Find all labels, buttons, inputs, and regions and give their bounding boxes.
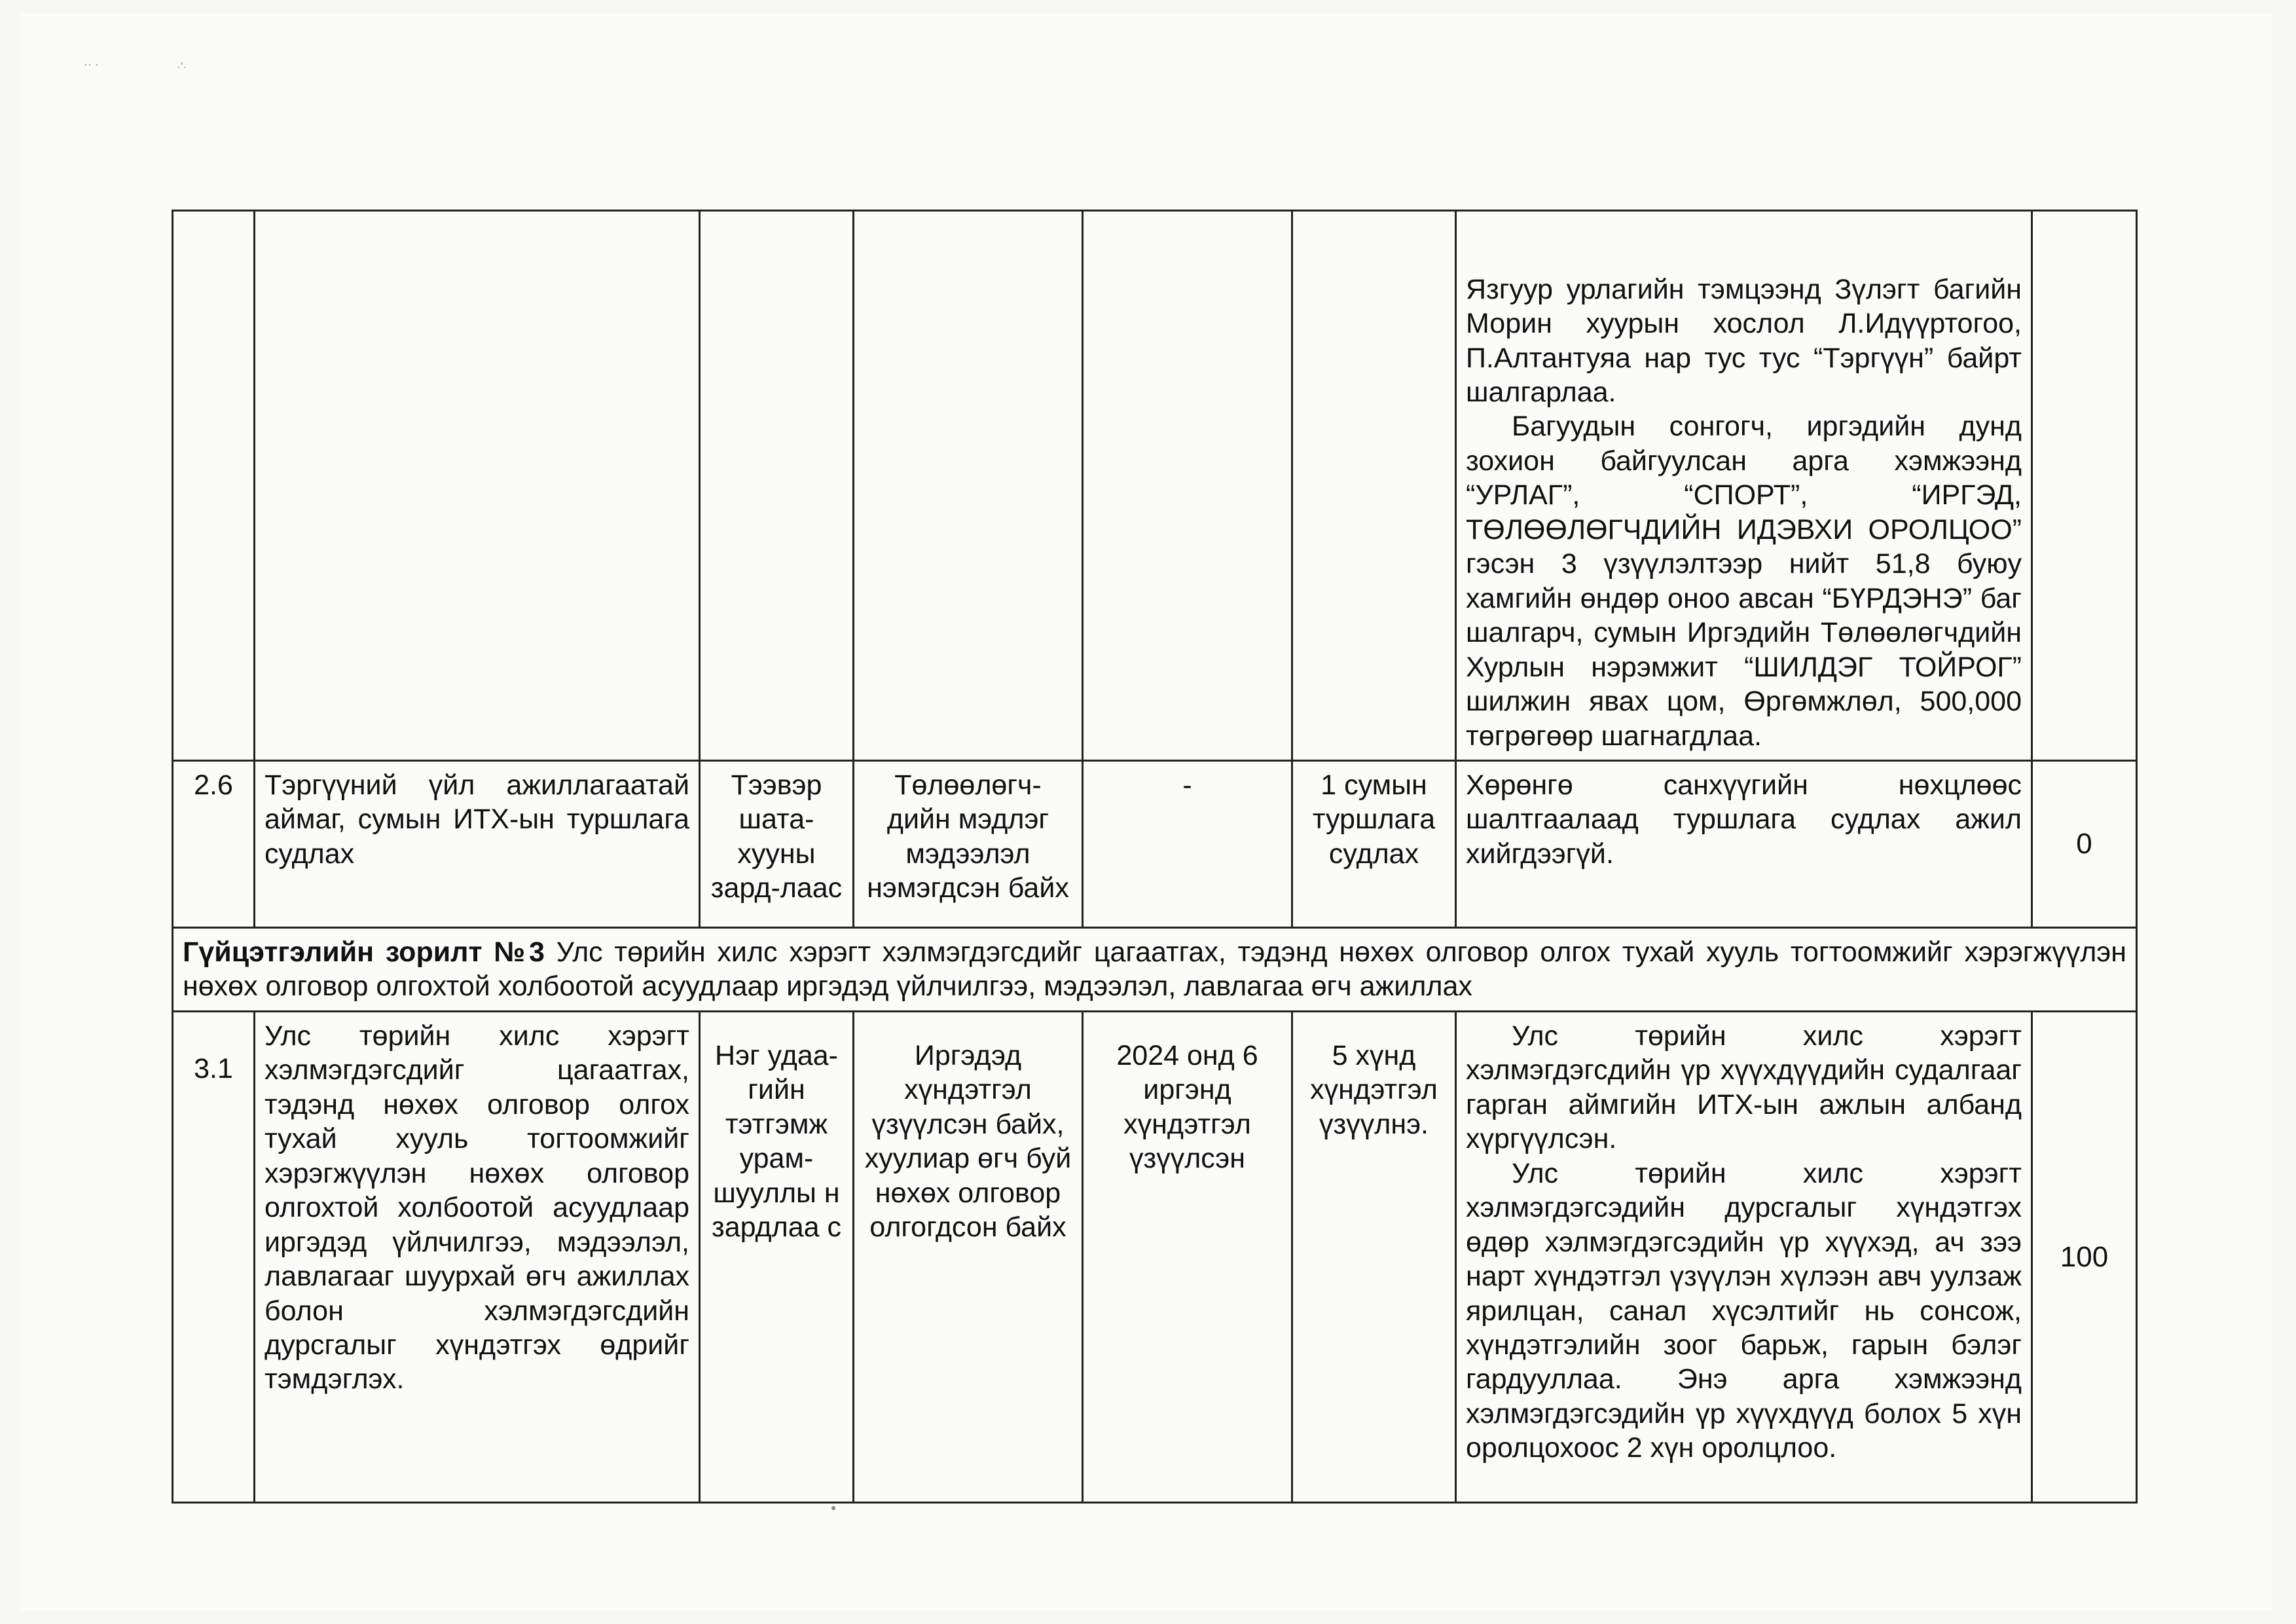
outcome-text: Төлөөлөгч-дийн мэдлэг мэдээлэл нэмэгдсэн байх bbox=[854, 761, 1083, 928]
cell-result bbox=[1456, 1011, 2032, 1502]
row-number: 2.6 bbox=[173, 761, 255, 928]
table-row-continuation bbox=[173, 211, 2137, 761]
target-text: 5 хүнд хүндэтгэл үзүүлнэ. bbox=[1292, 1011, 1456, 1502]
baseline-text: 2024 онд 6 иргэнд хүндэтгэл үзүүлсэн bbox=[1083, 1011, 1292, 1502]
cell-outcome bbox=[854, 211, 1083, 761]
target-text: 1 сумын туршлага судлах bbox=[1292, 761, 1456, 928]
funding-text: Тээвэр шата-хууны зард-лаас bbox=[700, 761, 854, 928]
funding-text: Нэг удаа-гийн тэтгэмж урам-шууллы н зардлаа с bbox=[700, 1011, 854, 1502]
result-text: Хөрөнгө санхүүгийн нөхцлөөс шалтгаалаад туршлага судлах ажил хийгдээгүй. bbox=[1456, 761, 2032, 928]
cell-funding bbox=[700, 211, 854, 761]
cell-score bbox=[2032, 211, 2137, 761]
score-value: 100 bbox=[2032, 1011, 2137, 1502]
cell-baseline bbox=[1083, 211, 1292, 761]
result-paragraph: Улс төрийн хилс хэрэгт хэлмэгдэгсэдийн дурсгалыг хүндэтгэх өдөр хэлмэгдэгсэдийн үр хүүхэд, ач зээ нарт хүндэтгэл үзүүлэн хүлээн авч уулзаж ярилцан, санал хүсэлтийг нь сонсож, хүндэтгэлийн зоог барьж, гарын бэлэг гардууллаа. Энэ арга хэмжээнд хэлмэгдэгсэдийн үр хүүхдүүд болох 5 хүн оролцохоос 2 хүн оролцлоо. bbox=[1466, 1157, 2022, 1464]
result-paragraph: Улс төрийн хилс хэрэгт хэлмэгдэгсдийн үр хүүхдүүдийн судалгааг гарган аймгийн ИТХ-ын ажлын албанд хүргүүлсэн. bbox=[1466, 1020, 2022, 1155]
report-table bbox=[172, 210, 2138, 1504]
activity-text: Тэргүүний үйл ажиллагаатай аймаг, сумын ИТХ-ын туршлага судлах bbox=[255, 761, 700, 928]
scan-speck: ·'· bbox=[177, 60, 187, 73]
result-paragraph: Багуудын сонгогч, иргэдийн дунд зохион байгуулсан арга хэмжээнд “УРЛАГ”, “СПОРТ”, “ИРГЭД, ТӨЛӨӨЛӨГЧДИЙН ИДЭВХИ ОРОЛЦОО” гэсэн 3 үзүүлэлтээр нийт 51,8 буюу хамгийн өндөр оноо авсан “БҮРДЭНЭ” баг шалгарч, сумын Иргэдийн Төлөөлөгчдийн Хурлын нэрэмжит “ШИЛДЭГ ТОЙРОГ” шилжин явах цом, Өргөмжлөл, 500,000 төгрөгөөр шагнагдлаа. bbox=[1466, 411, 2022, 752]
goal-title: Гүйцэтгэлийн зорилт №3 bbox=[183, 936, 545, 968]
goal-header-row bbox=[173, 928, 2137, 1012]
score-value: 0 bbox=[2032, 761, 2137, 928]
cell-num bbox=[173, 211, 255, 761]
scan-speck bbox=[831, 1506, 835, 1510]
goal-description: Улс төрийн хилс хэрэгт хэлмэгдэгсдийг цагаатгах, тэдэнд нөхөх олговор олгох тухай хууль тогтоомжийг хэрэгжүүлэн нөхөх олговор олгохтой холбоотой асуудлаар иргэдэд үйлчилгээ, мэдээлэл, лавлагаа өгч ажиллах bbox=[183, 936, 2126, 1003]
cell-target bbox=[1292, 211, 1456, 761]
table-row-2-6 bbox=[173, 761, 2137, 928]
activity-text: Улс төрийн хилс хэрэгт хэлмэгдэгсдийг цагаатгах, тэдэнд нөхөх олговор олгох тухай хууль тогтоомжийг хэрэгжүүлэн нөхөх олговор олгохтой холбоотой асуудлаар иргэдэд үйлчилгээ, мэдээлэл, лавлагааг шуурхай өгч ажиллах болон хэлмэгдэгсдийн дурсгалыг хүндэтгэх өдрийг тэмдэглэх. bbox=[255, 1011, 700, 1502]
cell-result bbox=[1456, 211, 2032, 761]
cell-activity bbox=[255, 211, 700, 761]
result-paragraph: Язгуур урлагийн тэмцээнд Зүлэгт багийн Морин хуурын хослол Л.Идүүртогоо, П.Алтантуяа нар тус тус “Тэргүүн” байрт шалгарлаа. bbox=[1466, 273, 2022, 409]
row-number: 3.1 bbox=[173, 1011, 255, 1502]
table-row-3-1 bbox=[173, 1011, 2137, 1502]
baseline-text: - bbox=[1083, 761, 1292, 928]
goal-header-cell bbox=[173, 928, 2137, 1012]
scan-speck: ·· · bbox=[84, 58, 99, 71]
outcome-text: Иргэдэд хүндэтгэл үзүүлсэн байх, хуулиар өгч буй нөхөх олговор олгогдсон байх bbox=[854, 1011, 1083, 1502]
